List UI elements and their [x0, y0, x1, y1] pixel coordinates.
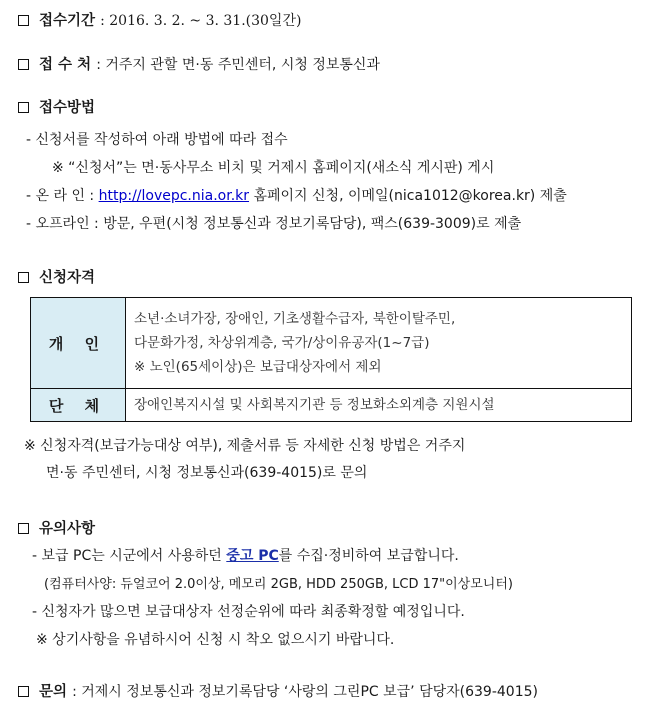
caution-line3: ※ 상기사항을 유념하시어 신청 시 착오 없으시기 바랍니다. [36, 632, 395, 648]
table-row [31, 298, 632, 389]
checkbox-square-icon [18, 59, 29, 70]
online-url-link[interactable]: http://lovepc.nia.or.kr [98, 188, 250, 204]
method-online-suffix: 홈페이지 신청, 이메일(nica1012@korea.kr) 제출 [253, 188, 567, 204]
description-line: 다문화가정, 차상위계층, 국가/상이유공자(1~7급) [134, 335, 430, 351]
eligibility-note1: ※ 신청자격(보급가능대상 여부), 제출서류 등 자세한 신청 방법은 거주지 [24, 438, 466, 454]
method-online-prefix: - 온 라 인 : [26, 188, 95, 204]
category-cell: 개 인 [31, 298, 126, 389]
contact-label: 문의 [39, 684, 68, 700]
method-online-row [26, 185, 567, 205]
eligibility-heading [18, 266, 95, 287]
description-line: ※ 노인(65세이상)은 보급대상자에서 제외 [134, 359, 382, 375]
caution-line2: - 신청자가 많으면 보급대상자 선정순위에 따라 최종확정할 예정입니다. [32, 604, 465, 620]
method-heading [18, 96, 95, 117]
contact-value: : 거제시 정보통신과 정보기록담당 ‘사랑의 그린PC 보급’ 담당자(639-4015) [72, 684, 538, 700]
place-row [18, 53, 380, 74]
period-label: 접수기간 [39, 13, 96, 29]
description-line: 소년·소녀가장, 장애인, 기초생활수급자, 북한이탈주민, [134, 311, 456, 327]
contact-row [18, 680, 538, 701]
checkbox-square-icon [18, 686, 29, 697]
caution-line1-suffix: 를 수집·정비하여 보급합니다. [278, 548, 459, 564]
category-cell: 단 체 [31, 389, 126, 422]
description-line: 장애인복지시설 및 사회복지기관 등 정보화소외계층 지원시설 [134, 397, 495, 413]
place-label: 접 수 처 [39, 57, 92, 73]
used-pc-highlight: 중고 PC [226, 548, 279, 564]
caution-line1 [32, 545, 459, 565]
eligibility-table [30, 297, 632, 422]
caution-heading [18, 517, 95, 538]
checkbox-square-icon [18, 15, 29, 26]
description-cell [126, 298, 632, 389]
checkbox-square-icon [18, 523, 29, 534]
method-offline: - 오프라인 : 방문, 우편(시청 정보통신과 정보기록담당), 팩스(639-3009)로 제출 [26, 216, 522, 232]
period-value: : 2016. 3. 2. ~ 3. 31.(30일간) [100, 13, 302, 29]
caution-line1-prefix: - 보급 PC는 시군에서 사용하던 [32, 548, 222, 564]
eligibility-note2: 면·동 주민센터, 시청 정보통신과(639-4015)로 문의 [46, 465, 368, 481]
method-title: 접수방법 [39, 100, 96, 116]
caution-spec: (컴퓨터사양: 듀얼코어 2.0이상, 메모리 2GB, HDD 250GB, LCD 17"이상모니터) [44, 577, 513, 592]
caution-title: 유의사항 [39, 521, 96, 537]
eligibility-title: 신청자격 [39, 270, 96, 286]
description-cell [126, 389, 632, 422]
method-line1: - 신청서를 작성하여 아래 방법에 따라 접수 [26, 132, 288, 148]
checkbox-square-icon [18, 102, 29, 113]
table-row [31, 389, 632, 422]
period-row [18, 9, 301, 30]
method-note: ※ “신청서”는 면·동사무소 비치 및 거제시 홈페이지(새소식 게시판) 게시 [52, 160, 495, 176]
place-value: : 거주지 관할 면·동 주민센터, 시청 정보통신과 [96, 57, 380, 73]
checkbox-square-icon [18, 272, 29, 283]
